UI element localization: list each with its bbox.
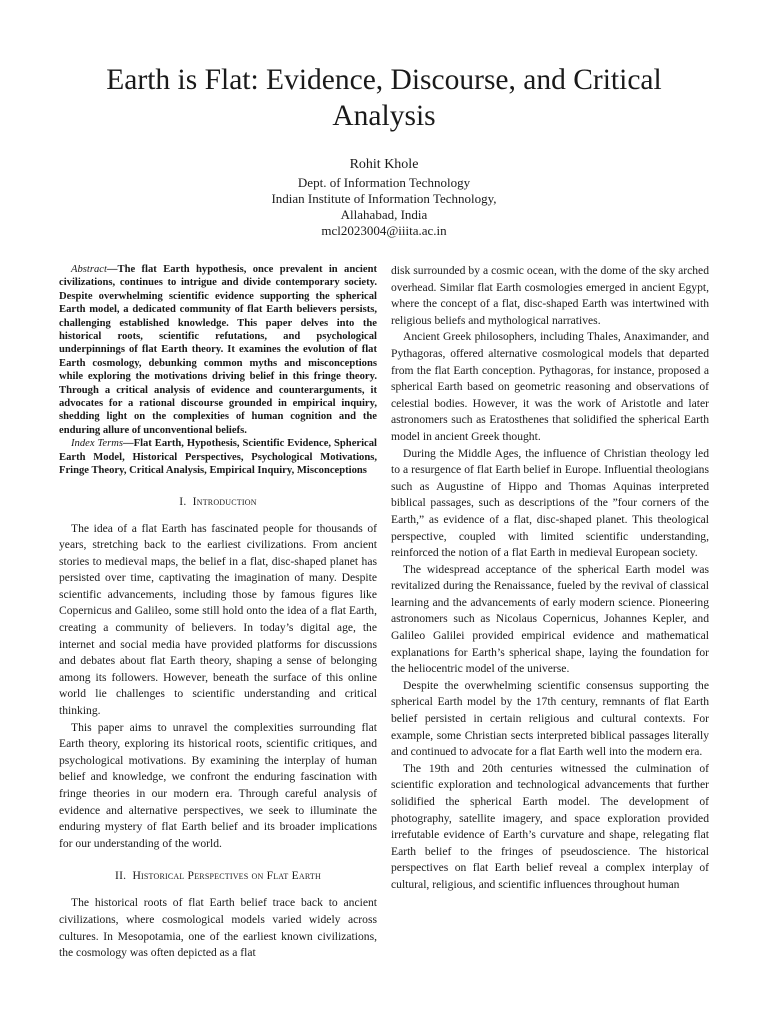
- section-heading-introduction: [59, 495, 377, 509]
- paragraph: The historical roots of flat Earth belief trace back to ancient civilizations, where cosmological models varied widely across cultures. In Mesopotamia, one of the earliest known civilizations, the cosmology was often depicted as a flat: [59, 896, 377, 960]
- author-dept: Dept. of Information Technology: [297, 175, 471, 190]
- abstract-lead: Abstract: [71, 264, 107, 275]
- paragraph: Ancient Greek philosophers, including Thales, Anaximander, and Pythagoras, offered alternative cosmological models that departed from the flat Earth conception. Pythagoras, for instance, proposed a spherical Earth based on geometric reasoning and observations of celestial bodies. However, it was the work of Aristotle and later astronomers such as Eratosthenes that solidified the spherical Earth model in ancient Greek thought.: [391, 330, 709, 443]
- index-terms: [59, 437, 377, 477]
- abstract-dash: —: [106, 264, 118, 275]
- paragraph: The idea of a flat Earth has fascinated people for thousands of years, stretching back to the earliest civilizations. From ancient stories to medieval maps, the belief in a flat, disc-shaped planet has persisted over time, captivating the imagination of many. Despite scientific advancements, including those by famous figures like Copernicus and Galileo, some still hold onto the idea of a flat Earth, creating a community of believers. In today’s digital age, the internet and social media have provided platforms for discussions and debates about flat Earth theory, shaping a sense of belonging among its followers. However, beneath the surface of this online world lie challenges to scientific understanding and critical thinking.: [59, 521, 377, 718]
- index-terms-text: Flat Earth, Hypothesis, Scientific Evidence, Spherical Earth Model, Historical Perspectives, Psychological Motivations, Fringe Theory, Critical Analysis, Empirical Inquiry, Misconceptions: [59, 438, 377, 477]
- abstract: [59, 263, 377, 437]
- abstract-text: The flat Earth hypothesis, once prevalent in ancient civilizations, continues to intrigue and divide contemporary society. Despite overwhelming scientific evidence supporting the spherical Earth model, a dedicated community of flat Earth believers persists, challenging established knowledge. This paper delves into the historical roots, scientific refutations, and psychological underpinnings of flat Earth theory. It examines the evolution of flat Earth cosmology, debunking common myths and misconceptions while exploring the motivations driving belief in this fringe theory. Through a critical analysis of evidence and counterarguments, it advocates for a rational discourse grounded in empirical inquiry, shedding light on the complexities of human cognition and the enduring allure of unconventional beliefs.: [59, 264, 377, 436]
- section-title: Historical Perspectives on Flat Earth: [132, 869, 321, 883]
- left-column: [59, 263, 377, 962]
- author-email: mcl2023004@iiita.ac.in: [321, 223, 447, 238]
- paragraph: During the Middle Ages, the influence of Christian theology led to a resurgence of flat Earth belief in Europe. Influential theologians such as Augustine of Hippo and Thomas Aquinas interpreted biblical passages, such as descriptions of the ”four corners of the Earth,” as evidence of a flat, disc-shaped planet. This theological perspective, coupled with limited scientific understanding, reinforced the notion of a flat Earth in medieval European society.: [391, 446, 709, 560]
- author-name: Rohit Khole: [349, 157, 419, 172]
- paragraph-continued: disk surrounded by a cosmic ocean, with the dome of the sky arched overhead. Similar flat Earth cosmologies emerged in ancient Egypt, where the concept of a flat, disc-shaped Earth was intertwined with religious beliefs and mythological narratives.: [391, 264, 709, 327]
- author-institute: Indian Institute of Information Technology,: [271, 191, 497, 206]
- author-city: Allahabad, India: [340, 207, 428, 222]
- index-terms-lead: Index Terms: [71, 438, 123, 450]
- section-numeral: II.: [115, 869, 127, 883]
- section-title: Introduction: [192, 494, 257, 508]
- paragraph: The 19th and 20th centuries witnessed the culmination of scientific exploration and technological advancements that further solidified the spherical Earth model. The development of photography, satellite imagery, and space exploration provided irrefutable evidence of Earth’s curvature and shape, relegating flat Earth belief to the fringes of pseudoscience. The historical perspectives on flat Earth belief reveal a complex interplay of cultural, religious, and scientific influences throughout human: [391, 761, 709, 891]
- paragraph: Despite the overwhelming scientific consensus supporting the spherical Earth model by the 17th century, remnants of flat Earth belief persisted in certain religious and cultural contexts. For example, some Christian sects interpreted biblical passages literally and continued to advocate for a flat Earth well into the modern era.: [391, 678, 709, 759]
- author-block: [60, 156, 708, 239]
- paragraph: The widespread acceptance of the spherical Earth model was revitalized during the Renaissance, fueled by the revival of classical learning and the advancements of early modern science. Pioneering astronomers such as Nicolaus Copernicus, Johannes Kepler, and Galileo Galilei provided empirical evidence and mathematical explanations for Earth’s spherical shape, laying the foundation for the heliocentric model of the universe.: [391, 562, 709, 676]
- paragraph: This paper aims to unravel the complexities surrounding flat Earth theory, exploring its historical roots, scientific critiques, and psychological motivations. By examining the interplay of human belief and knowledge, we confront the enduring fascination with fringe theories in our modern era. Through careful analysis of evidence and alternative perspectives, we seek to illuminate the enduring mystery of flat Earth belief and its broader implications for our understanding of the world.: [59, 720, 377, 850]
- section-numeral: I.: [179, 494, 187, 508]
- paper-title: Earth is Flat: Evidence, Discourse, and Critical Analysis: [106, 64, 662, 132]
- section-heading-historical: [59, 869, 377, 883]
- index-terms-dash: —: [123, 438, 134, 450]
- right-column: [391, 263, 709, 894]
